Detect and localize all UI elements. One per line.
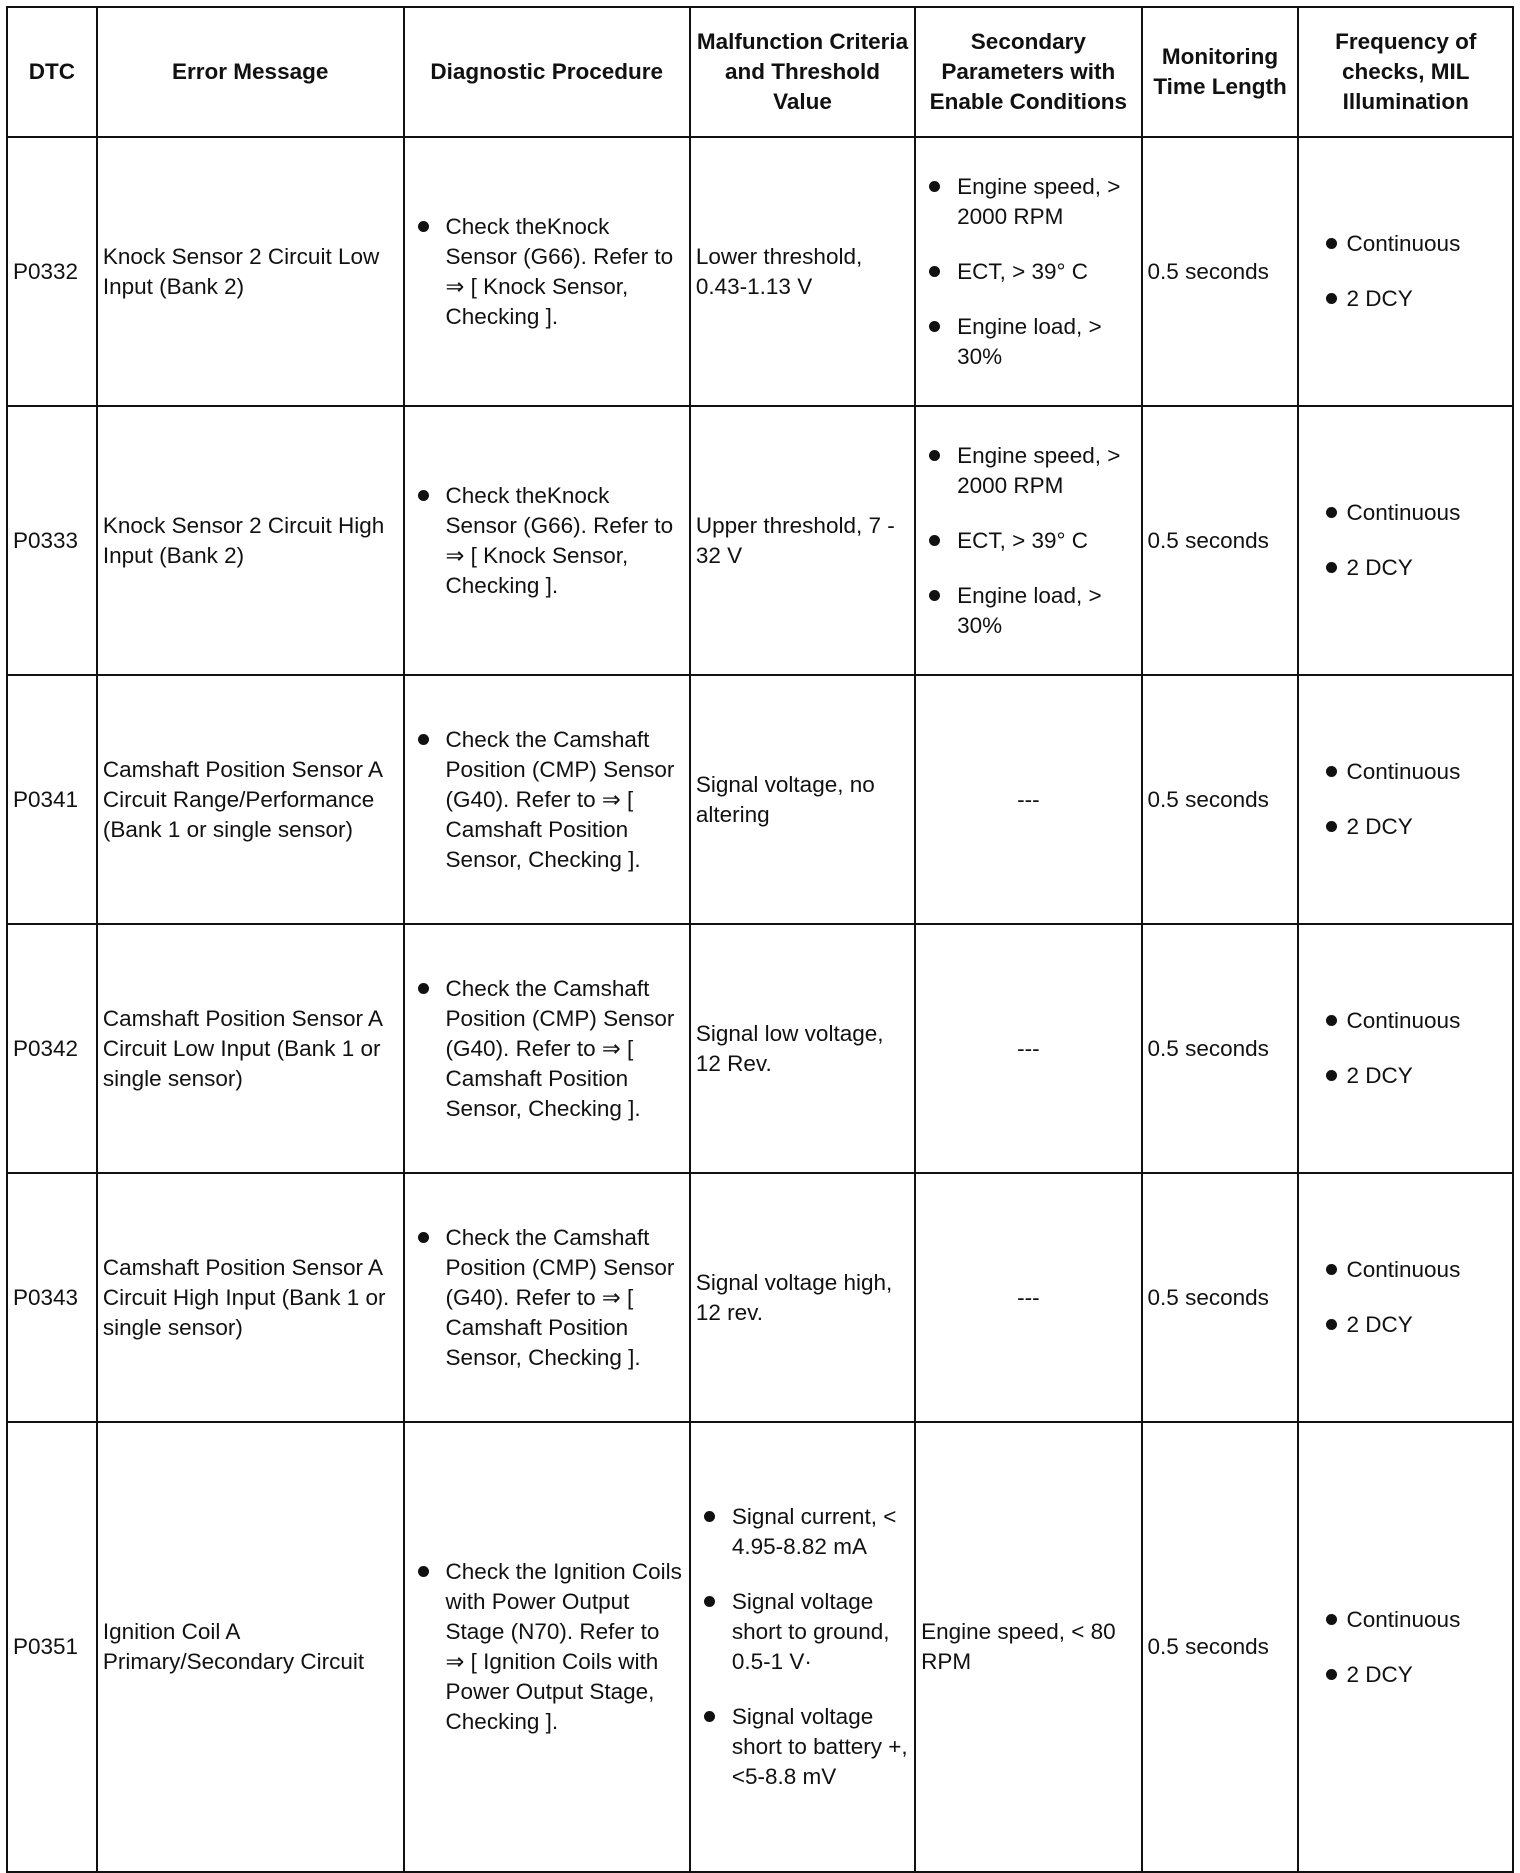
diagnostic-procedure <box>404 924 690 1173</box>
secondary-parameters <box>915 406 1141 675</box>
monitoring-time: 0.5 seconds <box>1142 1422 1299 1872</box>
frequency-item: 2 DCY <box>1304 553 1507 583</box>
procedure-item: Check the Camshaft Position (CMP) Sensor (G40). Refer to ⇒ [ Camshaft Position Sensor, Checking ]. <box>410 725 684 875</box>
dtc-code: P0351 <box>7 1422 97 1872</box>
secondary-parameters <box>915 137 1141 406</box>
error-message: Knock Sensor 2 Circuit Low Input (Bank 2) <box>97 137 404 406</box>
malfunction-criteria: Upper threshold, 7 - 32 V <box>690 406 915 675</box>
procedure-item: Check the Camshaft Position (CMP) Sensor (G40). Refer to ⇒ [ Camshaft Position Sensor, Checking ]. <box>410 1223 684 1373</box>
table-row <box>7 406 1513 675</box>
header-secondary-parameters: Secondary Parameters with Enable Conditions <box>915 7 1141 137</box>
monitoring-time: 0.5 seconds <box>1142 406 1299 675</box>
dtc-code: P0333 <box>7 406 97 675</box>
frequency-item: Continuous <box>1304 1006 1507 1036</box>
frequency-item: 2 DCY <box>1304 1061 1507 1091</box>
diagnostic-procedure <box>404 1422 690 1872</box>
procedure-item: Check the Camshaft Position (CMP) Sensor (G40). Refer to ⇒ [ Camshaft Position Sensor, Checking ]. <box>410 974 684 1124</box>
dtc-code: P0343 <box>7 1173 97 1422</box>
criteria-item: Signal voltage short to battery +, <5-8.8 mV <box>696 1702 909 1792</box>
procedure-item: Check theKnock Sensor (G66). Refer to ⇒ [ Knock Sensor, Checking ]. <box>410 212 684 332</box>
table-row <box>7 924 1513 1173</box>
frequency-mil <box>1298 1173 1513 1422</box>
criteria-item: Signal current, < 4.95-8.82 mA <box>696 1502 909 1562</box>
error-message: Ignition Coil A Primary/Secondary Circuit <box>97 1422 404 1872</box>
error-message: Knock Sensor 2 Circuit High Input (Bank 2) <box>97 406 404 675</box>
monitoring-time: 0.5 seconds <box>1142 924 1299 1173</box>
malfunction-criteria <box>690 1422 915 1872</box>
diagnostic-procedure <box>404 406 690 675</box>
frequency-item: Continuous <box>1304 757 1507 787</box>
procedure-item: Check theKnock Sensor (G66). Refer to ⇒ [ Knock Sensor, Checking ]. <box>410 481 684 601</box>
header-row <box>7 7 1513 137</box>
malfunction-criteria: Signal low voltage, 12 Rev. <box>690 924 915 1173</box>
header-monitoring-time: Monitoring Time Length <box>1142 7 1299 137</box>
header-error-message: Error Message <box>97 7 404 137</box>
frequency-item: Continuous <box>1304 229 1507 259</box>
frequency-mil <box>1298 406 1513 675</box>
secondary-item: ECT, > 39° C <box>921 257 1135 287</box>
table-row <box>7 1173 1513 1422</box>
diagnostic-procedure <box>404 675 690 924</box>
dtc-code: P0341 <box>7 675 97 924</box>
header-diagnostic-procedure: Diagnostic Procedure <box>404 7 690 137</box>
table-row <box>7 137 1513 406</box>
dtc-table <box>6 6 1514 1873</box>
diagnostic-procedure <box>404 137 690 406</box>
secondary-parameters: --- <box>915 924 1141 1173</box>
secondary-item: Engine speed, > 2000 RPM <box>921 172 1135 232</box>
secondary-item: Engine load, > 30% <box>921 312 1135 372</box>
frequency-item: Continuous <box>1304 1605 1507 1635</box>
frequency-mil <box>1298 137 1513 406</box>
header-dtc: DTC <box>7 7 97 137</box>
secondary-parameters: --- <box>915 1173 1141 1422</box>
table-row <box>7 675 1513 924</box>
error-message: Camshaft Position Sensor A Circuit Range/Performance (Bank 1 or single sensor) <box>97 675 404 924</box>
dtc-code: P0332 <box>7 137 97 406</box>
secondary-parameters: Engine speed, < 80 RPM <box>915 1422 1141 1872</box>
diagnostic-procedure <box>404 1173 690 1422</box>
frequency-item: 2 DCY <box>1304 1660 1507 1690</box>
malfunction-criteria: Signal voltage, no altering <box>690 675 915 924</box>
table-row <box>7 1422 1513 1872</box>
criteria-item: Signal voltage short to ground, 0.5-1 V· <box>696 1587 909 1677</box>
secondary-item: Engine load, > 30% <box>921 581 1135 641</box>
secondary-item: ECT, > 39° C <box>921 526 1135 556</box>
frequency-item: 2 DCY <box>1304 1310 1507 1340</box>
frequency-item: Continuous <box>1304 1255 1507 1285</box>
frequency-mil <box>1298 1422 1513 1872</box>
frequency-item: 2 DCY <box>1304 284 1507 314</box>
header-frequency-mil: Frequency of checks, MIL Illumination <box>1298 7 1513 137</box>
malfunction-criteria: Lower threshold, 0.43-1.13 V <box>690 137 915 406</box>
frequency-mil <box>1298 924 1513 1173</box>
secondary-item: Engine speed, > 2000 RPM <box>921 441 1135 501</box>
malfunction-criteria: Signal voltage high, 12 rev. <box>690 1173 915 1422</box>
frequency-item: 2 DCY <box>1304 812 1507 842</box>
monitoring-time: 0.5 seconds <box>1142 137 1299 406</box>
monitoring-time: 0.5 seconds <box>1142 675 1299 924</box>
frequency-mil <box>1298 675 1513 924</box>
header-malfunction-criteria: Malfunction Criteria and Threshold Value <box>690 7 915 137</box>
procedure-item: Check the Ignition Coils with Power Output Stage (N70). Refer to ⇒ [ Ignition Coils with Power Output Stage, Checking ]. <box>410 1557 684 1737</box>
frequency-item: Continuous <box>1304 498 1507 528</box>
monitoring-time: 0.5 seconds <box>1142 1173 1299 1422</box>
dtc-code: P0342 <box>7 924 97 1173</box>
error-message: Camshaft Position Sensor A Circuit Low Input (Bank 1 or single sensor) <box>97 924 404 1173</box>
secondary-parameters: --- <box>915 675 1141 924</box>
dtc-document <box>6 6 1514 1873</box>
error-message: Camshaft Position Sensor A Circuit High Input (Bank 1 or single sensor) <box>97 1173 404 1422</box>
